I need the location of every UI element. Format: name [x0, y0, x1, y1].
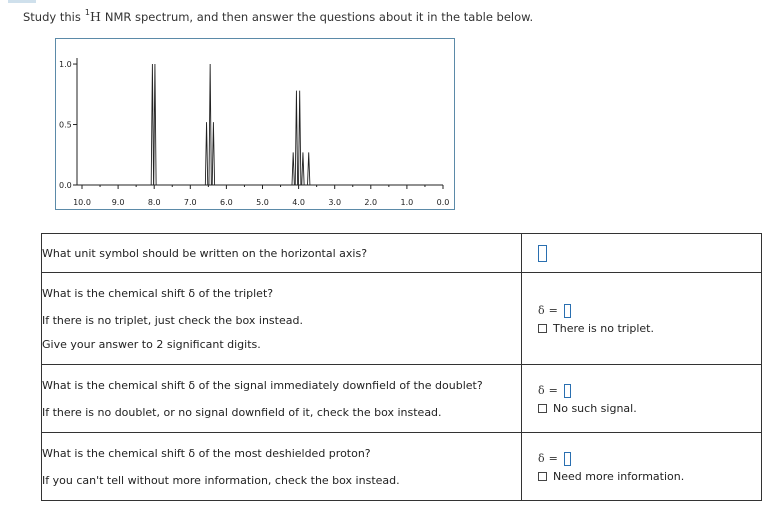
- question-cell-1: [42, 234, 522, 273]
- delta-symbol: δ: [538, 304, 545, 317]
- prompt-before: Study this: [23, 10, 81, 24]
- x-tick-label: 6.0: [220, 198, 233, 207]
- question-instruction: Give your answer to 2 significant digits.: [42, 337, 261, 351]
- delta-symbol: δ: [538, 384, 545, 397]
- question-cell-3: [42, 365, 522, 433]
- no-triplet-checkbox[interactable]: [538, 324, 547, 333]
- prompt-nucleus: H: [89, 9, 101, 24]
- equals-sign: =: [548, 304, 558, 317]
- no-such-signal-label[interactable]: No such signal.: [553, 402, 637, 415]
- y-tick-label: 1.0: [59, 60, 72, 70]
- x-tick-label: 2.0: [364, 198, 378, 207]
- x-tick-label: 10.0: [73, 198, 91, 207]
- chart-frame: [56, 39, 455, 210]
- equals-sign: =: [548, 452, 558, 465]
- question-row-3: [42, 365, 762, 433]
- answer-cell-3: [522, 365, 762, 433]
- x-tick-label: 8.0: [147, 198, 161, 207]
- nmr-spectrum-chart: [55, 38, 455, 210]
- question-instruction: If there is no doublet, or no signal downfield of it, check the box instead.: [42, 405, 442, 419]
- x-tick-label: 0.0: [436, 198, 450, 207]
- question-instruction: If you can't tell without more information, check the box instead.: [42, 473, 400, 487]
- question-row-1: [42, 234, 762, 273]
- equals-sign: =: [548, 384, 558, 397]
- prompt-after: NMR spectrum, and then answer the questions about it in the table below.: [104, 10, 534, 24]
- y-tick-label: 0.0: [59, 181, 72, 190]
- triplet-shift-input[interactable]: [564, 304, 571, 318]
- x-tick-label: 7.0: [183, 198, 197, 207]
- unit-answer-input[interactable]: [538, 245, 547, 262]
- no-triplet-label[interactable]: There is no triplet.: [553, 322, 654, 335]
- question-cell-2: [42, 273, 522, 365]
- need-more-info-label[interactable]: Need more information.: [553, 470, 685, 483]
- question-table: [41, 233, 762, 501]
- x-tick-label: 3.0: [328, 198, 342, 207]
- corner-tab: [8, 0, 36, 3]
- x-tick-label: 9.0: [111, 198, 125, 207]
- x-tick-label: 4.0: [292, 198, 305, 207]
- delta-symbol: δ: [538, 452, 545, 465]
- question-prompt: [23, 9, 533, 24]
- deshielded-shift-input[interactable]: [564, 452, 571, 466]
- question-text: What is the chemical shift δ of the signal immediately downfield of the doublet?: [42, 378, 483, 392]
- question-text: What is the chemical shift δ of the triplet?: [42, 286, 274, 300]
- question-instruction: If there is no triplet, just check the box instead.: [42, 313, 303, 327]
- x-tick-label: 1.0: [400, 198, 414, 207]
- x-tick-label: 5.0: [256, 198, 269, 207]
- answer-cell-1: [522, 234, 762, 273]
- need-more-info-checkbox[interactable]: [538, 472, 547, 481]
- question-row-2: [42, 273, 762, 365]
- downfield-shift-input[interactable]: [564, 384, 571, 398]
- question-text: What unit symbol should be written on the horizontal axis?: [42, 246, 368, 260]
- question-cell-4: [42, 433, 522, 501]
- question-row-4: [42, 433, 762, 501]
- answer-cell-4: [522, 433, 762, 501]
- no-such-signal-checkbox[interactable]: [538, 404, 547, 413]
- prompt-superscript: 1: [84, 8, 90, 17]
- y-tick-label: 0.5: [59, 120, 72, 130]
- answer-cell-2: [522, 273, 762, 365]
- question-text: What is the chemical shift δ of the most deshielded proton?: [42, 446, 371, 460]
